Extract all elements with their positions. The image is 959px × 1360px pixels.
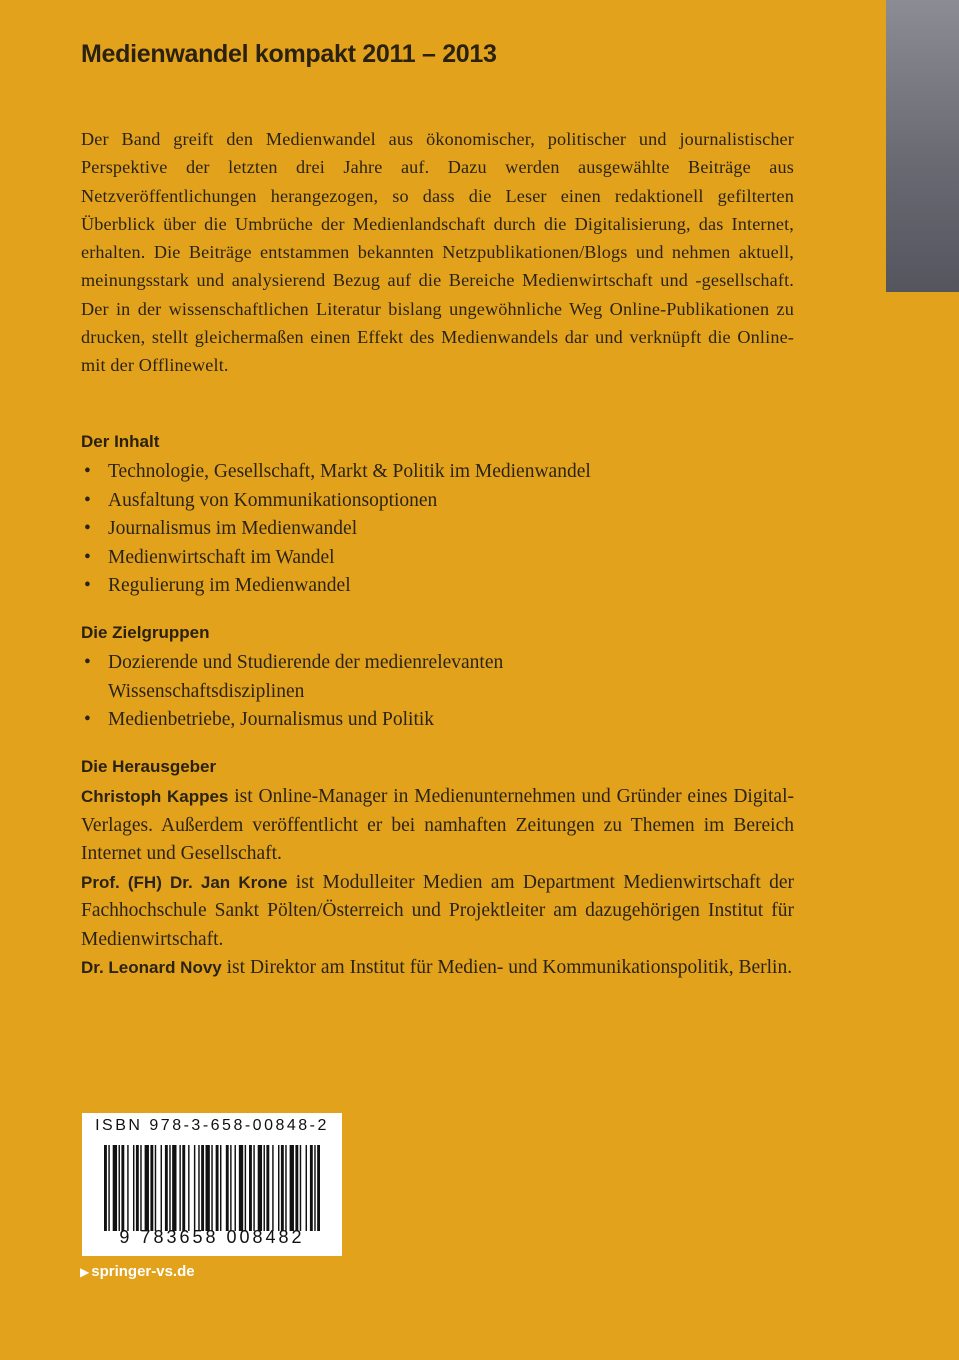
editor-name: Dr. Leonard Novy <box>81 958 222 977</box>
barcode-bar <box>211 1145 212 1231</box>
barcode-bar <box>194 1145 195 1231</box>
list-item: • Journalismus im Medienwandel <box>81 515 794 544</box>
barcode-bar <box>281 1145 284 1231</box>
barcode-bar <box>290 1145 294 1231</box>
editor-bio-text: ist Online-Manager in Medienunternehmen und Gründer eines Digital-Verlages. Außerdem veröffentlicht er bei namhaften Zeitungen zu Themen im Bereich Internet und Gesellschaft. <box>81 786 795 864</box>
barcode-bars <box>104 1145 320 1231</box>
list-item: • Ausfaltung von Kommunikationsoptionen <box>81 487 794 516</box>
barcode-bar <box>201 1145 204 1231</box>
editor-bio-text: ist Direktor am Institut für Medien- und Kommunikationspolitik, Berlin. <box>226 957 793 978</box>
barcode-bar <box>310 1145 313 1231</box>
barcode-bar <box>278 1145 279 1231</box>
zielgruppen-list <box>81 649 601 735</box>
herausgeber-heading: Die Herausgeber <box>81 757 217 776</box>
barcode-bar <box>150 1145 153 1231</box>
editor-bio-text: ist Modulleiter Medien am Department Medienwirtschaft der Fachhochschule Sankt Pölten/Österreich und Projektleiter am dazugehörigen Institut für Medienwirtschaft. <box>81 871 795 950</box>
herausgeber-bios <box>81 783 794 983</box>
barcode-bar <box>165 1145 168 1231</box>
book-title: Medienwandel kompakt 2011 – 2013 <box>81 40 497 68</box>
barcode-digits: 9 783658 008482 <box>119 1227 305 1247</box>
barcode-bar <box>239 1145 243 1231</box>
barcode-bar <box>249 1145 252 1231</box>
editor-name: Prof. (FH) Dr. Jan Krone <box>81 872 288 892</box>
description-paragraph: Der Band greift den Medienwandel aus ökonomischer, politischer und journalistischer Perspektive der letzten drei Jahre auf. Dazu werden ausgewählte Beiträge aus Netzveröffentlichungen herangezogen, so dass die Leser einen redaktionell gefilterten Überblick über die Umbrüche der Medienlandschaft durch die Digitalisierung, das Internet, erhalten. Die Beiträge entstammen bekannten Netzpublikationen/Blogs und nehmen aktuell, meinungsstark und analysierend Bezug auf die Bereiche Medienwirtschaft und -gesellschaft. Der in der wissenschaftlichen Literatur bislang ungewöhnliche Weg Online-Publikationen zu drucken, stellt gleichermaßen einen Effekt des Medienwandels dar und verknüpft die Online- mit der Offlinewelt. <box>81 129 794 376</box>
zielgruppen-heading: Die Zielgruppen <box>81 623 210 642</box>
barcode-bar <box>113 1145 117 1231</box>
barcode-bar <box>104 1145 107 1231</box>
barcode-bar <box>295 1145 298 1231</box>
barcode-bar <box>140 1145 141 1231</box>
barcode-bar <box>133 1145 134 1231</box>
list-item: • Dozierende und Studierende der medienrelevanten Wissenschaftsdisziplinen <box>81 649 601 706</box>
barcode-bar <box>216 1145 219 1231</box>
publisher-link[interactable] <box>80 1263 195 1280</box>
barcode-bar <box>245 1145 246 1231</box>
arrow-right-icon: ▶ <box>80 1265 90 1279</box>
barcode-bar <box>206 1145 210 1231</box>
barcode-bar <box>272 1145 273 1231</box>
barcode-bar <box>235 1145 236 1231</box>
barcode-bar <box>285 1145 286 1231</box>
corner-color-tab <box>886 0 959 292</box>
publisher-link-text: springer-vs.de <box>91 1263 195 1280</box>
barcode-bar <box>253 1145 254 1231</box>
barcode-bar <box>161 1145 162 1231</box>
barcode-bar <box>258 1145 262 1231</box>
isbn-barcode <box>82 1113 342 1256</box>
list-item: • Regulierung im Medienwandel <box>81 572 794 601</box>
barcode-bar <box>127 1145 128 1231</box>
barcode-bar <box>188 1145 189 1231</box>
barcode-bar <box>306 1145 307 1231</box>
barcode-bar <box>172 1145 176 1231</box>
barcode-bar <box>314 1145 315 1231</box>
barcode-bar <box>179 1145 180 1231</box>
editor-bio <box>81 783 794 869</box>
barcode-bar <box>226 1145 229 1231</box>
barcode-bar <box>230 1145 231 1231</box>
editor-bio <box>81 869 794 955</box>
barcode-bar <box>119 1145 120 1231</box>
isbn-label: ISBN 978-3-658-00848-2 <box>95 1117 329 1134</box>
barcode-bar <box>264 1145 265 1231</box>
list-item: • Technologie, Gesellschaft, Markt & Politik im Medienwandel <box>81 458 794 487</box>
barcode-bar <box>136 1145 139 1231</box>
barcode-bar <box>300 1145 301 1231</box>
list-item: • Medienbetriebe, Journalismus und Politik <box>81 706 601 735</box>
barcode-bar <box>266 1145 269 1231</box>
barcode-bar <box>220 1145 221 1231</box>
editor-bio <box>81 954 794 983</box>
barcode-bar <box>317 1145 320 1231</box>
barcode-bar <box>121 1145 124 1231</box>
inhalt-heading: Der Inhalt <box>81 432 160 451</box>
barcode-bar <box>155 1145 156 1231</box>
barcode-bar <box>198 1145 199 1231</box>
inhalt-list <box>81 458 794 601</box>
barcode-bar <box>108 1145 109 1231</box>
editor-name: Christoph Kappes <box>81 787 229 806</box>
list-item: • Medienwirtschaft im Wandel <box>81 544 794 573</box>
barcode-bar <box>145 1145 149 1231</box>
barcode-bar <box>182 1145 185 1231</box>
barcode-bar <box>169 1145 170 1231</box>
